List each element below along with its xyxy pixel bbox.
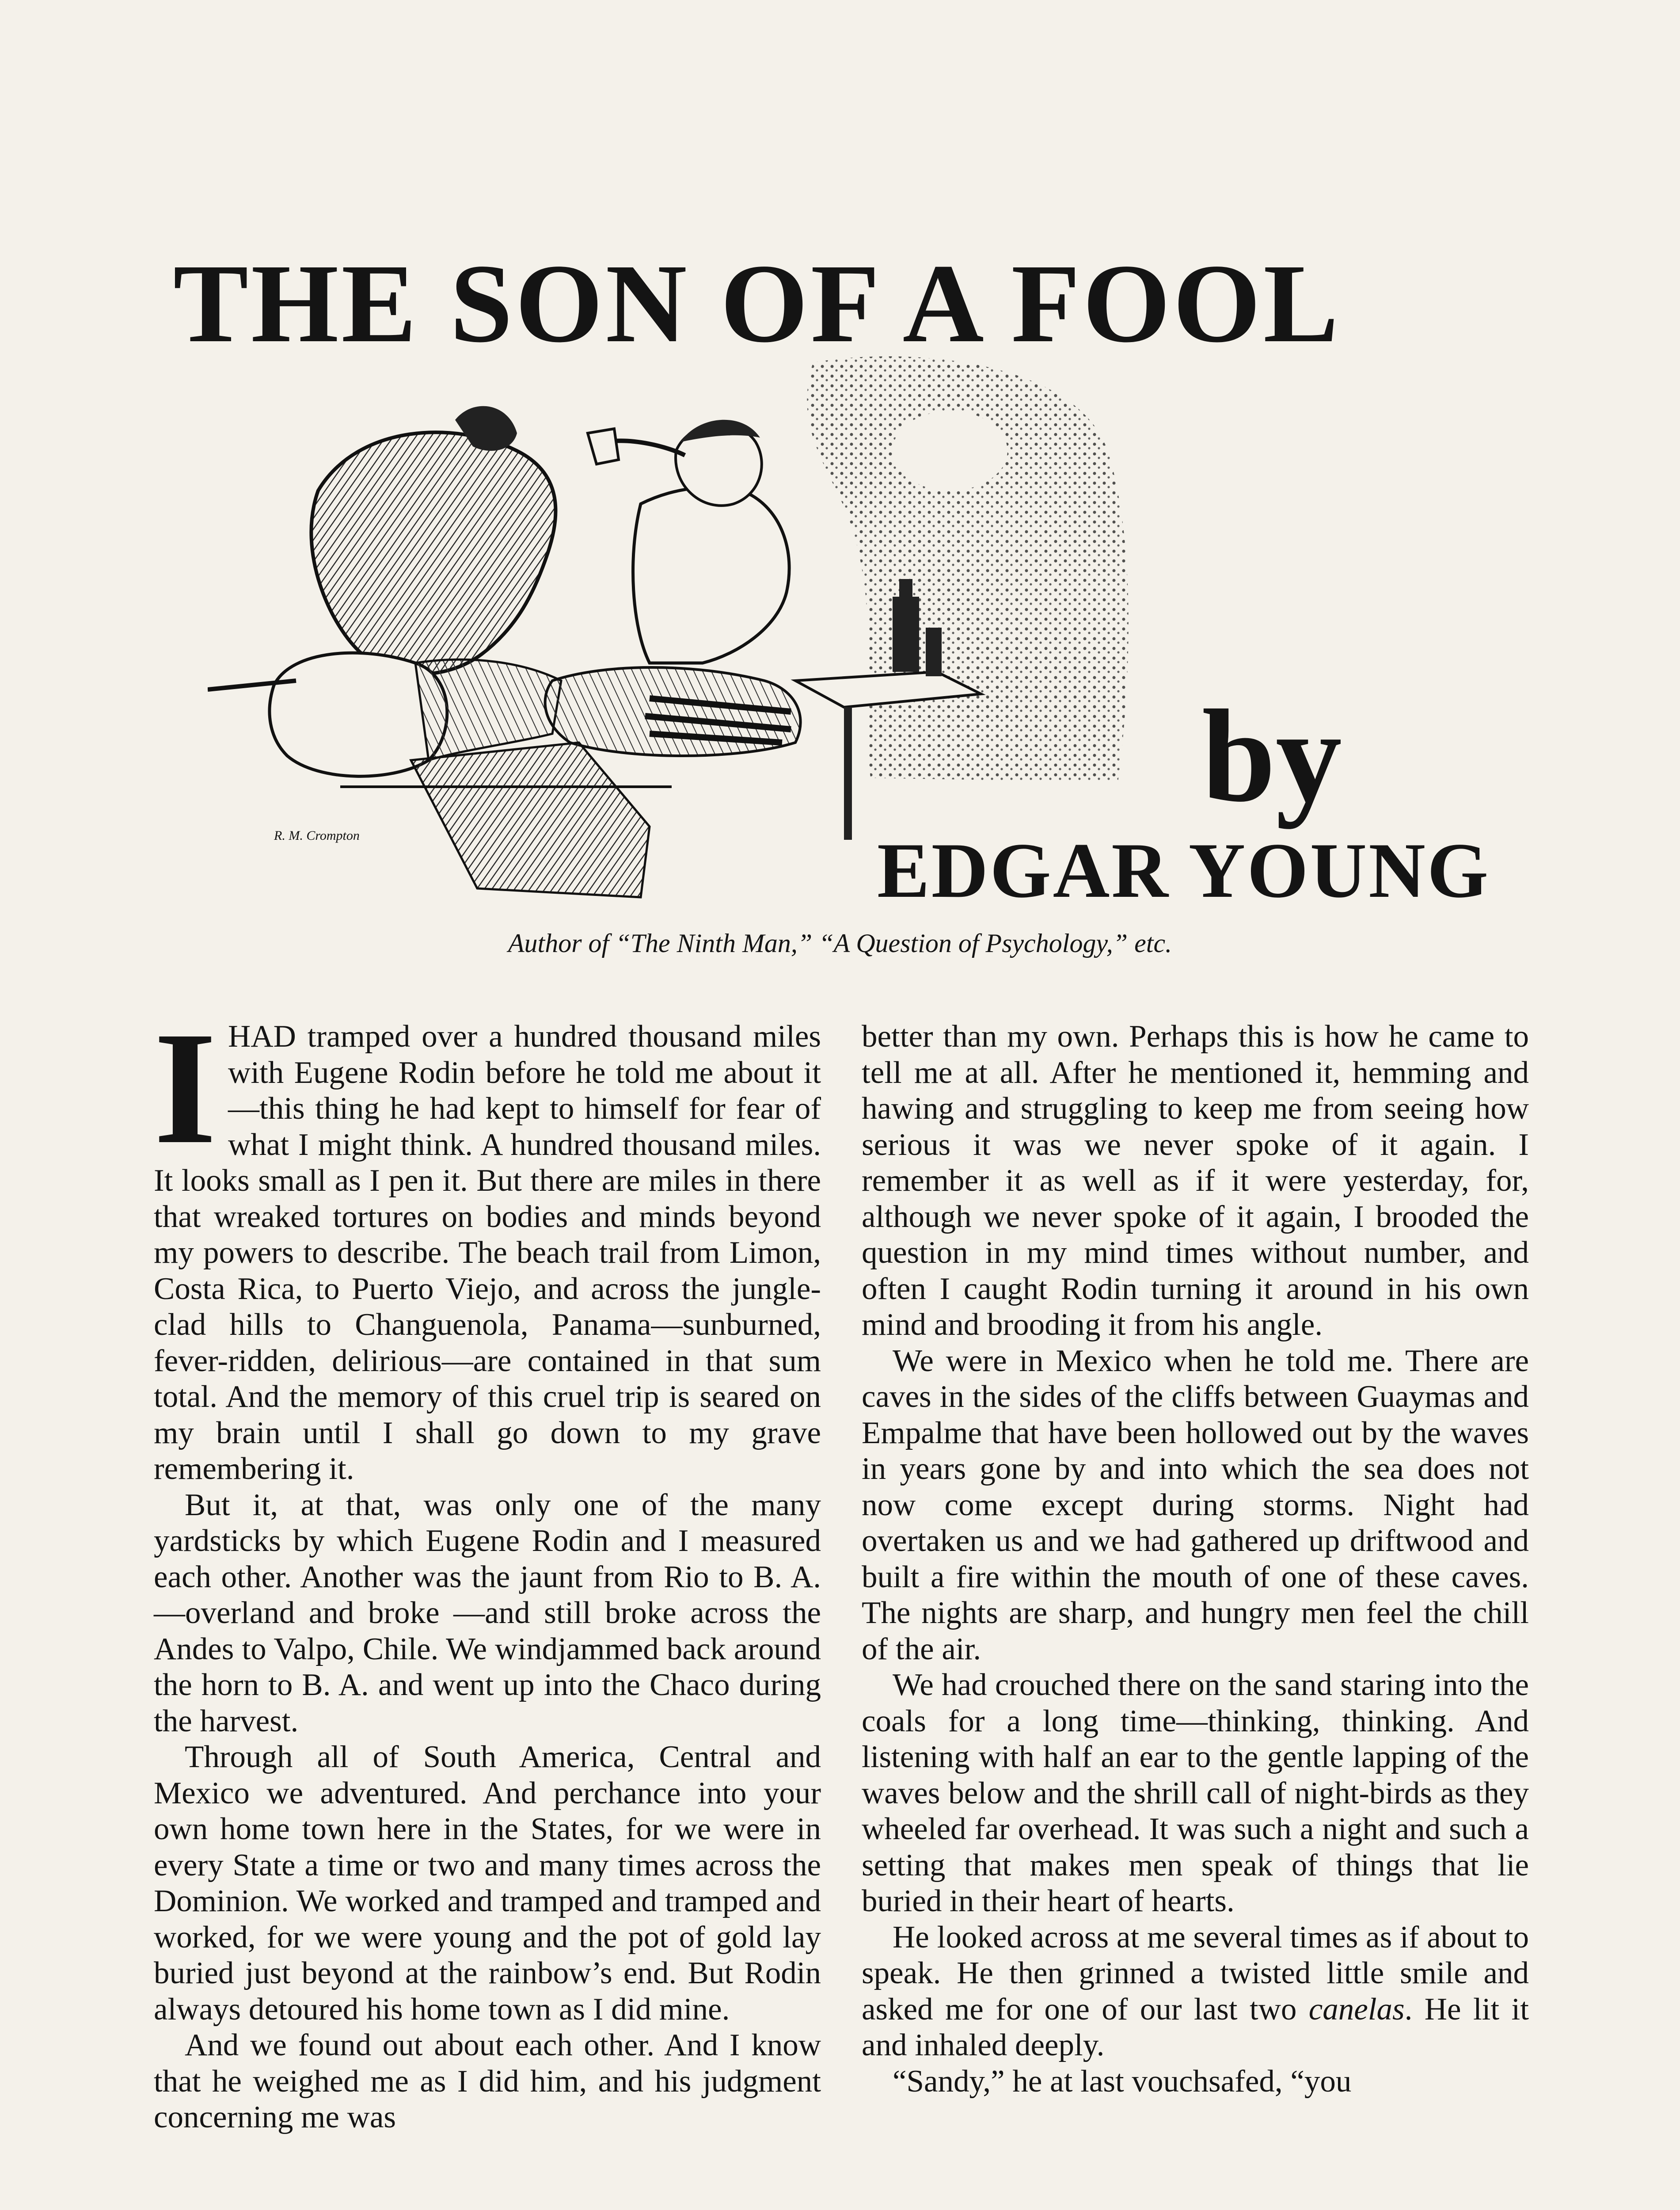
- paragraph: “Sandy,” he at last vouchsafed, “you: [893, 2064, 1352, 2099]
- paragraph: We had crouched there on the sand staring into the coals for a long time—thinking, thinking. And listening with half an ear to the gentle lapping of the waves below and the shrill call of night-birds as they wheeled far overhead. It was such a night and such a setting that makes men speak of things that lie buried in their heart of hearts.: [862, 1668, 1529, 1918]
- paragraph: He looked across at me several times as if about to speak. He then grinned a twisted little smile and asked me for one of our last two canelas. He lit it and inhaled deeply.: [862, 1920, 1529, 2062]
- author-name: EDGAR YOUNG: [877, 827, 1490, 914]
- paragraph: Through all of South America, Central and Mexico we adventured. And perchance into your own home town here in the States, for we were in every State a time or two and many times across the Dominion. We worked and tramped and tramped and worked, for we were young and the pot of gold lay buried just beyond at the rainbow’s end. But Rodin always detoured his home town as I did mine.: [154, 1740, 821, 2027]
- drop-cap: I: [154, 998, 217, 1177]
- byline-by: by: [1202, 682, 1342, 829]
- paragraph: We were in Mexico when he told me. There are caves in the sides of the cliffs between Guaymas and Empalme that have been hollowed out by the waves in years gone by and into which the sea does not now come except during storms. Night had overtaken us and we had gathered up driftwood and built a fire within the mouth of one of these caves. The nights are sharp, and hungry men feel the chill of the air.: [862, 1343, 1529, 1666]
- paragraph: But it, at that, was only one of the many yardsticks by which Eugene Rodin and I measured each other. Another was the jaunt from Rio to B. A.—overland and broke —and still broke across the Andes to Valpo, Chile. We windjammed back around the horn to B. A. and went up into the Chaco during the harvest.: [154, 1487, 821, 1738]
- illustrator-signature: R. M. Crompton: [274, 828, 360, 843]
- paragraph-continued: better than my own. Perhaps this is how he came to tell me at all. After he mentioned it, hemming and hawing and struggling to keep me from seeing how serious it was we never spoke of it again. I remember it as well as if it were yesterday, for, although we never spoke of it again, I brooded the question in my mind times without number, and often I caught Rodin turning it around in his own mind and brooding it from his angle.: [862, 1019, 1529, 1342]
- text-column-right: [862, 1019, 1529, 2100]
- story-title: THE SON OF A FOOL: [173, 241, 1342, 366]
- text-column-left: [154, 998, 821, 2136]
- paragraph: And we found out about each other. And I know that he weighed me as I did him, and his judgment concerning me was: [154, 2028, 821, 2134]
- author-credit: Author of “The Ninth Man,” “A Question of Psychology,” etc.: [508, 929, 1172, 958]
- story-illustration: [208, 345, 1180, 902]
- opening-paragraph: IHAD tramped over a hundred thousand miles with Eugene Rodin before he told me about it—this thing he had kept to himself for fear of what I might think. A hundred thousand miles. It looks small as I pen it. But there are miles in there that wreaked tortures on bodies and minds beyond my powers to describe. The beach trail from Limon, Costa Rica, to Puerto Viejo, and across the jungle-clad hills to Changuenola, Panama—sunburned, fever-ridden, delirious—are contained in that sum total. And the memory of this cruel trip is seared on my brain until I shall go down to my grave remembering it.: [154, 998, 821, 1486]
